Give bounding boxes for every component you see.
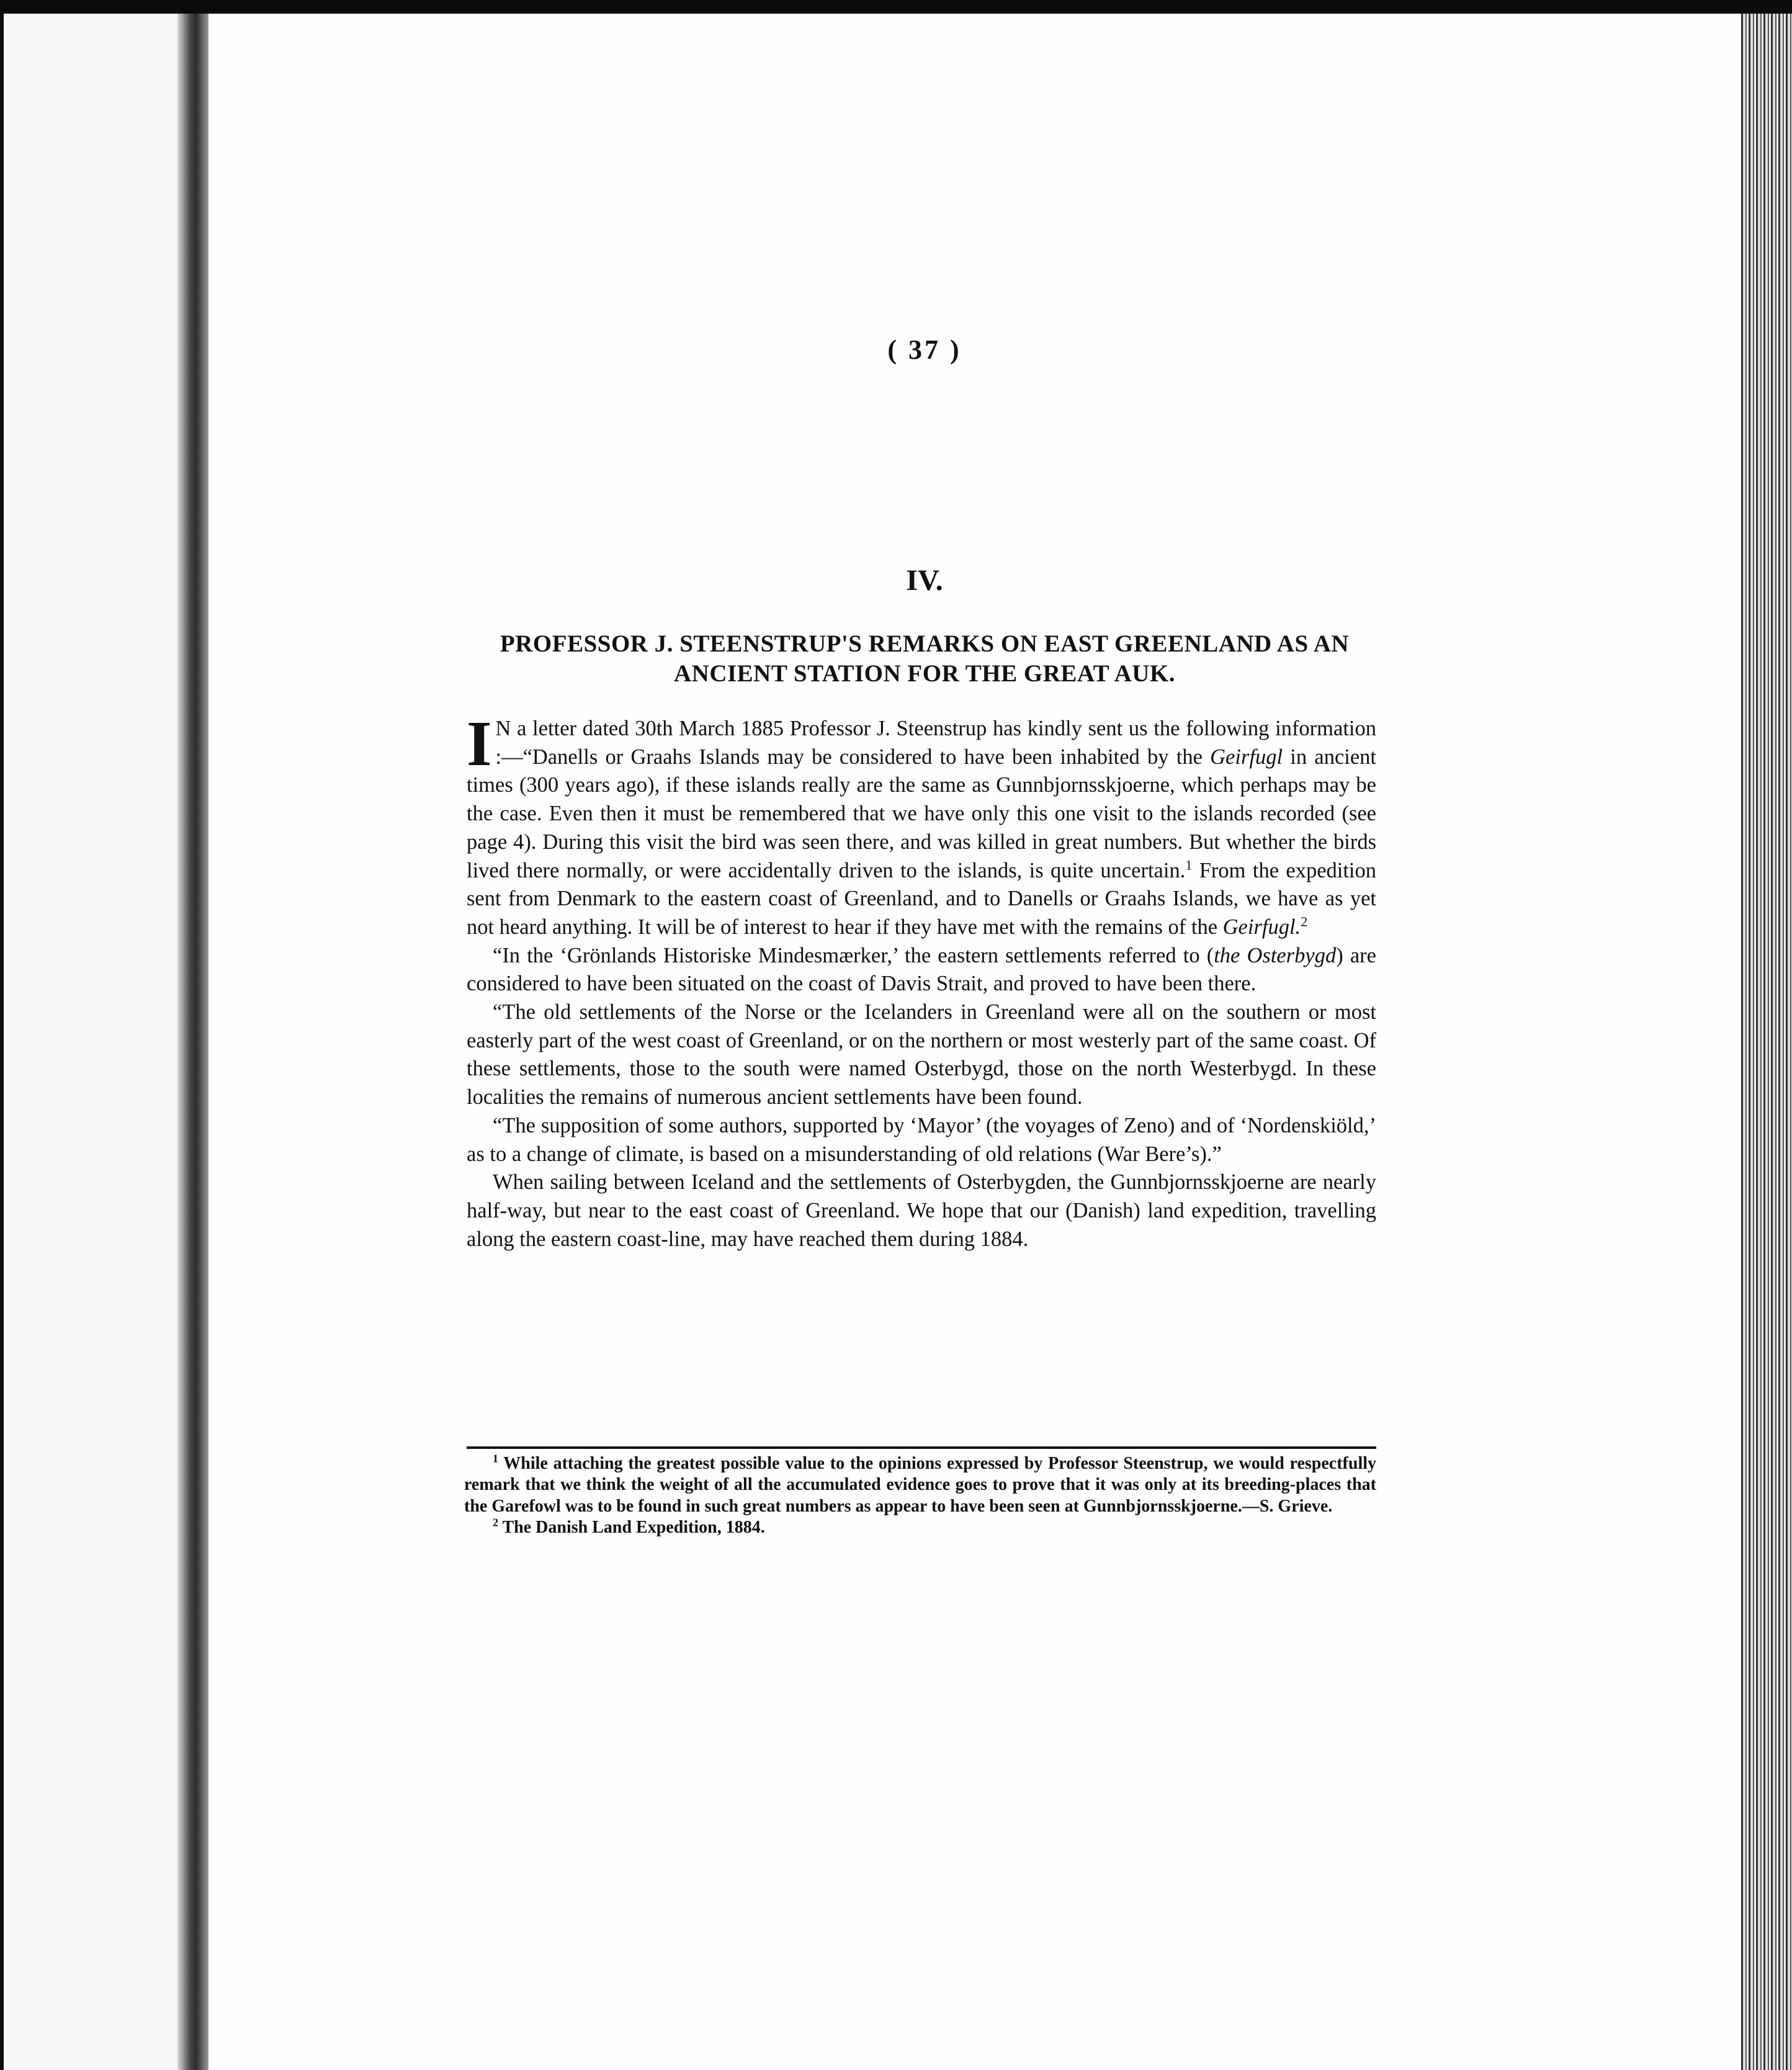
footnotes <box>464 1453 1376 1539</box>
paragraph-2-part-a: “In the ‘Grönlands Historiske Mindesmærker,’ the eastern settlements referred to ( <box>493 943 1214 967</box>
paragraph-1 <box>467 708 1377 942</box>
book-gutter <box>177 14 208 2070</box>
footnote-1-mark: 1 <box>493 1452 498 1465</box>
footnote-2-mark: 2 <box>493 1516 498 1529</box>
page-edges <box>1741 14 1792 2070</box>
term-geirfugl: Geirfugl <box>1210 745 1283 769</box>
term-osterbygd: the Osterbygd <box>1214 943 1337 967</box>
scan-border-top <box>0 0 1792 14</box>
paragraph-1-part-c: From the expedition sent from Denmark to the eastern coast of Greenland, and to Danells or Graahs Islands, we have as yet not heard anything. It will be of interest to hear if they have met with the remains of the <box>467 858 1377 939</box>
footnote-ref-2: 2 <box>1301 913 1308 930</box>
footnote-2-text: The Danish Land Expedition, 1884. <box>498 1518 765 1538</box>
article-title <box>453 629 1396 689</box>
footnote-1-text: While attaching the greatest possible value to the opinions expressed by Professor Steenstrup, we would respectfully remark that we think the weight of all the accumulated evidence goes to prove that it was only at its breeding-places that the Garefowl was to be found in such great numbers as appear to have been seen at Gunnbjornsskjoerne.—S. Grieve. <box>464 1454 1376 1516</box>
page-number: ( 37 ) <box>887 334 962 365</box>
paragraph-5: When sailing between Iceland and the settlements of Osterbygden, the Gunnbjornsskjoerne are nearly half-way, but near to the east coast of Greenland. We hope that our (Danish) land expedition, travelling along the eastern coast-line, may have reached them during 1884. <box>467 1170 1376 1251</box>
footnote-2 <box>464 1517 1376 1538</box>
paragraph-2-part-b: ) are considered to have been situated on the coast of Davis Strait, and proved to have been there. <box>467 943 1376 996</box>
paragraph-3: “The old settlements of the Norse or the Icelanders in Greenland were all on the southern or most easterly part of the west coast of Greenland, or on the northern or most westerly part of the same coast. Of these settlements, those to the south were named Osterbygd, those on the north Westerbygd. In these localities the remains of numerous ancient settlements have been found. <box>467 1000 1376 1109</box>
facing-page-edge <box>4 14 177 2070</box>
footnote-ref-1: 1 <box>1185 857 1193 873</box>
article-title-line-1: PROFESSOR J. STEENSTRUP'S REMARKS ON EAST GREENLAND AS AN <box>500 630 1350 657</box>
footnote-1 <box>464 1453 1376 1517</box>
paragraph-1-part-b: in ancient times (300 years ago), if these islands really are the same as Gunnbjornsskjoerne, which perhaps may be the case. Even then it must be remembered that we have only this one visit to the islands recorded (see page 4). During this visit the bird was seen there, and was killed in great numbers. But whether the birds lived there normally, or were accidentally driven to the islands, is quite uncertain. <box>467 745 1376 882</box>
term-geirfugl-2: Geirfugl. <box>1222 915 1301 939</box>
article-title-line-2: ANCIENT STATION FOR THE GREAT AUK. <box>673 660 1175 687</box>
paragraph-1-part-a: N a letter dated 30th March 1885 Professor J. Steenstrup has kindly sent us the following information :—“Danells or Graahs Islands may be considered to have been inhabited by the <box>495 717 1376 769</box>
footnote-rule <box>467 1446 1376 1449</box>
paragraph-4: “The supposition of some authors, supported by ‘Mayor’ (the voyages of Zeno) and of ‘Nordenskiöld,’ as to a change of climate, is based on a misunderstanding of old relations (War Bere’s).” <box>467 1113 1376 1166</box>
drop-cap: I <box>467 708 492 779</box>
paragraph-2 <box>467 942 1376 998</box>
body-text <box>467 708 1377 1253</box>
chapter-numeral: IV. <box>906 564 943 597</box>
